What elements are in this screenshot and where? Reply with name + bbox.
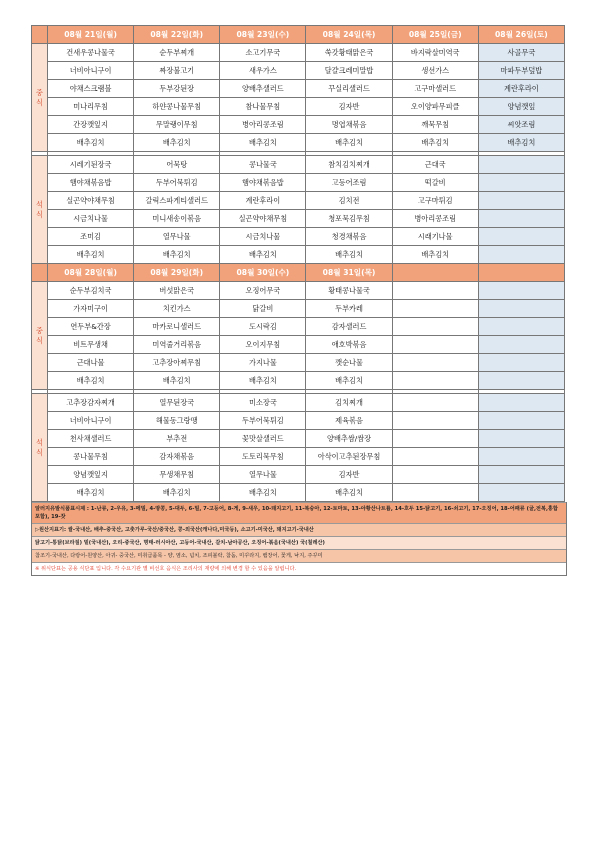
day-header: 08월 28일(월)	[48, 264, 134, 282]
menu-cell: 배추김치	[220, 134, 306, 152]
menu-cell: 청경채볶음	[306, 228, 392, 246]
menu-cell: 달걀크레미말밥	[306, 62, 392, 80]
menu-cell	[478, 282, 564, 300]
day-header: 08월 24일(목)	[306, 26, 392, 44]
menu-cell: 닭갈비	[220, 300, 306, 318]
week-header-row	[32, 26, 565, 44]
dinner-row	[32, 228, 565, 246]
menu-cell: 도시락김	[220, 318, 306, 336]
lunch-label-text: 중 식	[36, 87, 43, 107]
menu-cell: 양념깻잎지	[48, 466, 134, 484]
menu-cell: 부추전	[134, 430, 220, 448]
lunch-row	[32, 318, 565, 336]
menu-cell: 애호박볶음	[306, 336, 392, 354]
menu-cell: 갈릭스파게티샐러드	[134, 192, 220, 210]
menu-cell: 아삭이고추된장무침	[306, 448, 392, 466]
menu-cell: 감자채볶음	[134, 448, 220, 466]
menu-cell: 참나물무침	[220, 98, 306, 116]
menu-cell: 바지락살미역국	[392, 44, 478, 62]
lunch-row	[32, 98, 565, 116]
dinner-row	[32, 430, 565, 448]
menu-cell: 계란후라이	[220, 192, 306, 210]
menu-cell	[478, 192, 564, 210]
menu-cell: 배추김치	[306, 134, 392, 152]
menu-cell: 고구마샐러드	[392, 80, 478, 98]
dinner-row	[32, 394, 565, 412]
menu-cell: 명엽채볶음	[306, 116, 392, 134]
menu-cell: 배추김치	[392, 246, 478, 264]
menu-cell: 황태콩나물국	[306, 282, 392, 300]
menu-cell: 고추장감자찌개	[48, 394, 134, 412]
menu-cell	[392, 282, 478, 300]
menu-cell: 미나리무침	[48, 98, 134, 116]
menu-cell: 꾸실리샐러드	[306, 80, 392, 98]
menu-cell: 고등어조림	[306, 174, 392, 192]
lunch-row	[32, 116, 565, 134]
menu-cell	[478, 318, 564, 336]
lunch-row	[32, 300, 565, 318]
lunch-row	[32, 44, 565, 62]
menu-cell: 씨앗조림	[478, 116, 564, 134]
dinner-label	[32, 394, 48, 502]
dinner-row	[32, 246, 565, 264]
menu-cell	[478, 246, 564, 264]
menu-cell: 양배추쌈/쌈장	[306, 430, 392, 448]
menu-cell: 제육볶음	[306, 412, 392, 430]
menu-cell: 두부어묵튀김	[220, 412, 306, 430]
menu-cell: 청포묵김무침	[306, 210, 392, 228]
menu-cell: 순두부찌개	[134, 44, 220, 62]
menu-cell: 소고기무국	[220, 44, 306, 62]
menu-cell: 가지나물	[220, 354, 306, 372]
menu-cell: 양념깻잎	[478, 98, 564, 116]
day-header: 08월 29일(화)	[134, 264, 220, 282]
dinner-row	[32, 484, 565, 502]
menu-cell: 김자반	[306, 466, 392, 484]
menu-cell: 감자샐러드	[306, 318, 392, 336]
header-corner	[32, 26, 48, 44]
day-header: 08월 30일(수)	[220, 264, 306, 282]
menu-cell	[392, 372, 478, 390]
lunch-row	[32, 354, 565, 372]
menu-cell: 배추김치	[48, 134, 134, 152]
menu-cell: 병아리콩조림	[392, 210, 478, 228]
menu-cell: 해물동그랑땡	[134, 412, 220, 430]
lunch-row	[32, 372, 565, 390]
menu-cell: 실곤약야채무침	[48, 192, 134, 210]
menu-cell: 시래기나물	[392, 228, 478, 246]
menu-cell: 열무나물	[134, 228, 220, 246]
menu-cell: 미역줄거리볶음	[134, 336, 220, 354]
day-header: 08월 21일(월)	[48, 26, 134, 44]
menu-cell: 연두부&간장	[48, 318, 134, 336]
dinner-row	[32, 466, 565, 484]
menu-cell: 마카로니샐러드	[134, 318, 220, 336]
lunch-row	[32, 282, 565, 300]
menu-cell: 배추김치	[48, 484, 134, 502]
menu-cell: 배추김치	[392, 134, 478, 152]
menu-cell	[478, 412, 564, 430]
origin-note-1: ▷원산지표기: 쌀-국내산, 배추-중국산, 고춧가루-국산/중국산, 콩-외국산(캐나다,미국등), 소고기-미국산, 돼지고기-국내산	[32, 523, 566, 536]
menu-cell	[478, 430, 564, 448]
menu-cell: 배추김치	[220, 246, 306, 264]
menu-cell: 무생채무침	[134, 466, 220, 484]
dinner-row	[32, 156, 565, 174]
meal-table	[31, 25, 565, 502]
lunch-row	[32, 336, 565, 354]
lunch-label-text: 중 식	[36, 325, 43, 345]
menu-cell: 오이양파무피클	[392, 98, 478, 116]
menu-cell: 오이지무침	[220, 336, 306, 354]
menu-cell: 오징어무국	[220, 282, 306, 300]
menu-cell: 햄야채볶음밥	[48, 174, 134, 192]
menu-cell: 쑥갓황태맑은국	[306, 44, 392, 62]
origin-note-3: 참조기-국내산, 다랑어-원양산, 아귀- 중국산, 미취급품목 - 양, 염소, 넙치, 조피볼락, 참돔, 미꾸라지, 뱀장어, 꽃게, 낙지, 주꾸미	[32, 549, 566, 562]
menu-cell	[392, 318, 478, 336]
menu-cell: 시레기된장국	[48, 156, 134, 174]
menu-cell	[478, 466, 564, 484]
dinner-row	[32, 448, 565, 466]
day-header: 08월 22일(화)	[134, 26, 220, 44]
menu-cell: 배추김치	[48, 372, 134, 390]
menu-cell	[392, 354, 478, 372]
meal-plan	[31, 25, 565, 576]
menu-cell	[478, 300, 564, 318]
menu-cell: 사골무국	[478, 44, 564, 62]
menu-cell: 배추김치	[134, 484, 220, 502]
menu-cell: 도토리묵무침	[220, 448, 306, 466]
menu-cell	[478, 484, 564, 502]
header-corner	[32, 264, 48, 282]
menu-cell: 배추김치	[306, 246, 392, 264]
menu-cell	[478, 228, 564, 246]
menu-cell: 생선가스	[392, 62, 478, 80]
menu-cell: 배추김치	[478, 134, 564, 152]
menu-cell: 비트무생채	[48, 336, 134, 354]
menu-cell: 두부강된장	[134, 80, 220, 98]
menu-cell	[392, 430, 478, 448]
menu-cell	[392, 394, 478, 412]
menu-cell: 배추김치	[220, 484, 306, 502]
menu-cell	[392, 466, 478, 484]
menu-cell	[478, 336, 564, 354]
menu-cell: 천사채샐러드	[48, 430, 134, 448]
lunch-row	[32, 62, 565, 80]
menu-cell	[478, 156, 564, 174]
lunch-row	[32, 134, 565, 152]
dinner-label-text: 석 식	[36, 437, 43, 457]
menu-cell: 열무나물	[220, 466, 306, 484]
day-header	[392, 264, 478, 282]
menu-cell: 양배추샐러드	[220, 80, 306, 98]
menu-cell: 꽃맛살샐러드	[220, 430, 306, 448]
menu-cell: 깨묵무침	[392, 116, 478, 134]
menu-cell	[392, 484, 478, 502]
menu-cell	[392, 448, 478, 466]
menu-cell: 배추김치	[134, 246, 220, 264]
menu-cell: 두부어묵튀김	[134, 174, 220, 192]
menu-cell	[392, 300, 478, 318]
dinner-label	[32, 156, 48, 264]
menu-cell: 버섯맑은국	[134, 282, 220, 300]
menu-cell	[392, 412, 478, 430]
menu-cell: 근대나물	[48, 354, 134, 372]
day-header	[478, 264, 564, 282]
menu-cell: 김자반	[306, 98, 392, 116]
menu-cell: 짜장불고기	[134, 62, 220, 80]
week-header-row	[32, 264, 565, 282]
menu-cell: 김치전	[306, 192, 392, 210]
day-header: 08월 23일(수)	[220, 26, 306, 44]
menu-cell	[478, 372, 564, 390]
menu-cell: 야채스크램블	[48, 80, 134, 98]
menu-cell: 떡갈비	[392, 174, 478, 192]
lunch-row	[32, 80, 565, 98]
menu-cell: 시금치나물	[48, 210, 134, 228]
menu-cell: 콩나물국	[220, 156, 306, 174]
menu-cell	[478, 448, 564, 466]
menu-cell	[478, 394, 564, 412]
menu-cell: 배추김치	[134, 372, 220, 390]
menu-cell	[392, 336, 478, 354]
menu-cell: 너비아니구이	[48, 62, 134, 80]
menu-cell: 하얀콩나물무침	[134, 98, 220, 116]
menu-cell: 깻순나물	[306, 354, 392, 372]
menu-cell: 근대국	[392, 156, 478, 174]
menu-cell: 고추장아찌무침	[134, 354, 220, 372]
menu-cell	[478, 210, 564, 228]
warning-note: ※ 위식단표는 공용 식단표 입니다. 각 수요기관 별 비선호 음식은 조리사의 재량에 의해 변경 할 수 있음을 알립니다.	[32, 562, 566, 575]
menu-cell: 고구마튀김	[392, 192, 478, 210]
dinner-label-text: 석 식	[36, 199, 43, 219]
dinner-row	[32, 412, 565, 430]
menu-cell: 김치찌개	[306, 394, 392, 412]
menu-cell: 콩나물무침	[48, 448, 134, 466]
dinner-row	[32, 174, 565, 192]
menu-cell: 배추김치	[48, 246, 134, 264]
origin-note-2: 닭고기-통닭(브라질) 밑(국내산), 오리-중국산, 명태-러시아산, 고등어-국내산, 갈치-남아공산, 오징어-볶음(국내산) 국(칠레산)	[32, 536, 566, 549]
menu-cell: 가자미구이	[48, 300, 134, 318]
menu-cell: 두부카레	[306, 300, 392, 318]
menu-cell: 건새우콩나물국	[48, 44, 134, 62]
dinner-row	[32, 192, 565, 210]
dinner-row	[32, 210, 565, 228]
menu-cell: 순두부김치국	[48, 282, 134, 300]
menu-cell	[478, 174, 564, 192]
menu-cell: 마파두부덮밥	[478, 62, 564, 80]
menu-cell: 치킨가스	[134, 300, 220, 318]
menu-cell: 조미김	[48, 228, 134, 246]
menu-cell: 참치김치찌개	[306, 156, 392, 174]
menu-cell: 병아리콩조림	[220, 116, 306, 134]
lunch-label	[32, 282, 48, 390]
menu-cell: 어묵탕	[134, 156, 220, 174]
menu-cell: 미니새송이볶음	[134, 210, 220, 228]
allergy-note: 알러지유발식품표시제 : 1-난류, 2-우유, 3-메밀, 4-땅콩, 5-대두, 6-밀, 7-고등어, 8-게, 9-새우, 10-돼지고기, 11-복숭아, 12-토마토, 13-아황산나트륨, 14-호두 15-닭고기, 16-쇠고기, 17-오징어, 18-어패류 (굴,전복,홍합 포함), 19-잣	[32, 502, 566, 523]
menu-cell: 무말랭이무침	[134, 116, 220, 134]
menu-cell: 배추김치	[134, 134, 220, 152]
menu-cell: 계란후라이	[478, 80, 564, 98]
menu-cell: 새우가스	[220, 62, 306, 80]
menu-cell: 햄야채볶음밥	[220, 174, 306, 192]
day-header: 08월 31일(목)	[306, 264, 392, 282]
day-header: 08월 26일(토)	[478, 26, 564, 44]
menu-cell: 너비아니구이	[48, 412, 134, 430]
lunch-label	[32, 44, 48, 152]
menu-cell: 열무된장국	[134, 394, 220, 412]
notes-section	[31, 502, 567, 576]
menu-cell: 배추김치	[220, 372, 306, 390]
menu-cell: 미소장국	[220, 394, 306, 412]
menu-cell: 실곤약야채무침	[220, 210, 306, 228]
menu-cell: 배추김치	[306, 484, 392, 502]
menu-cell: 배추김치	[306, 372, 392, 390]
day-header: 08월 25일(금)	[392, 26, 478, 44]
menu-cell: 시금치나물	[220, 228, 306, 246]
menu-cell: 간장깻잎지	[48, 116, 134, 134]
menu-cell	[478, 354, 564, 372]
